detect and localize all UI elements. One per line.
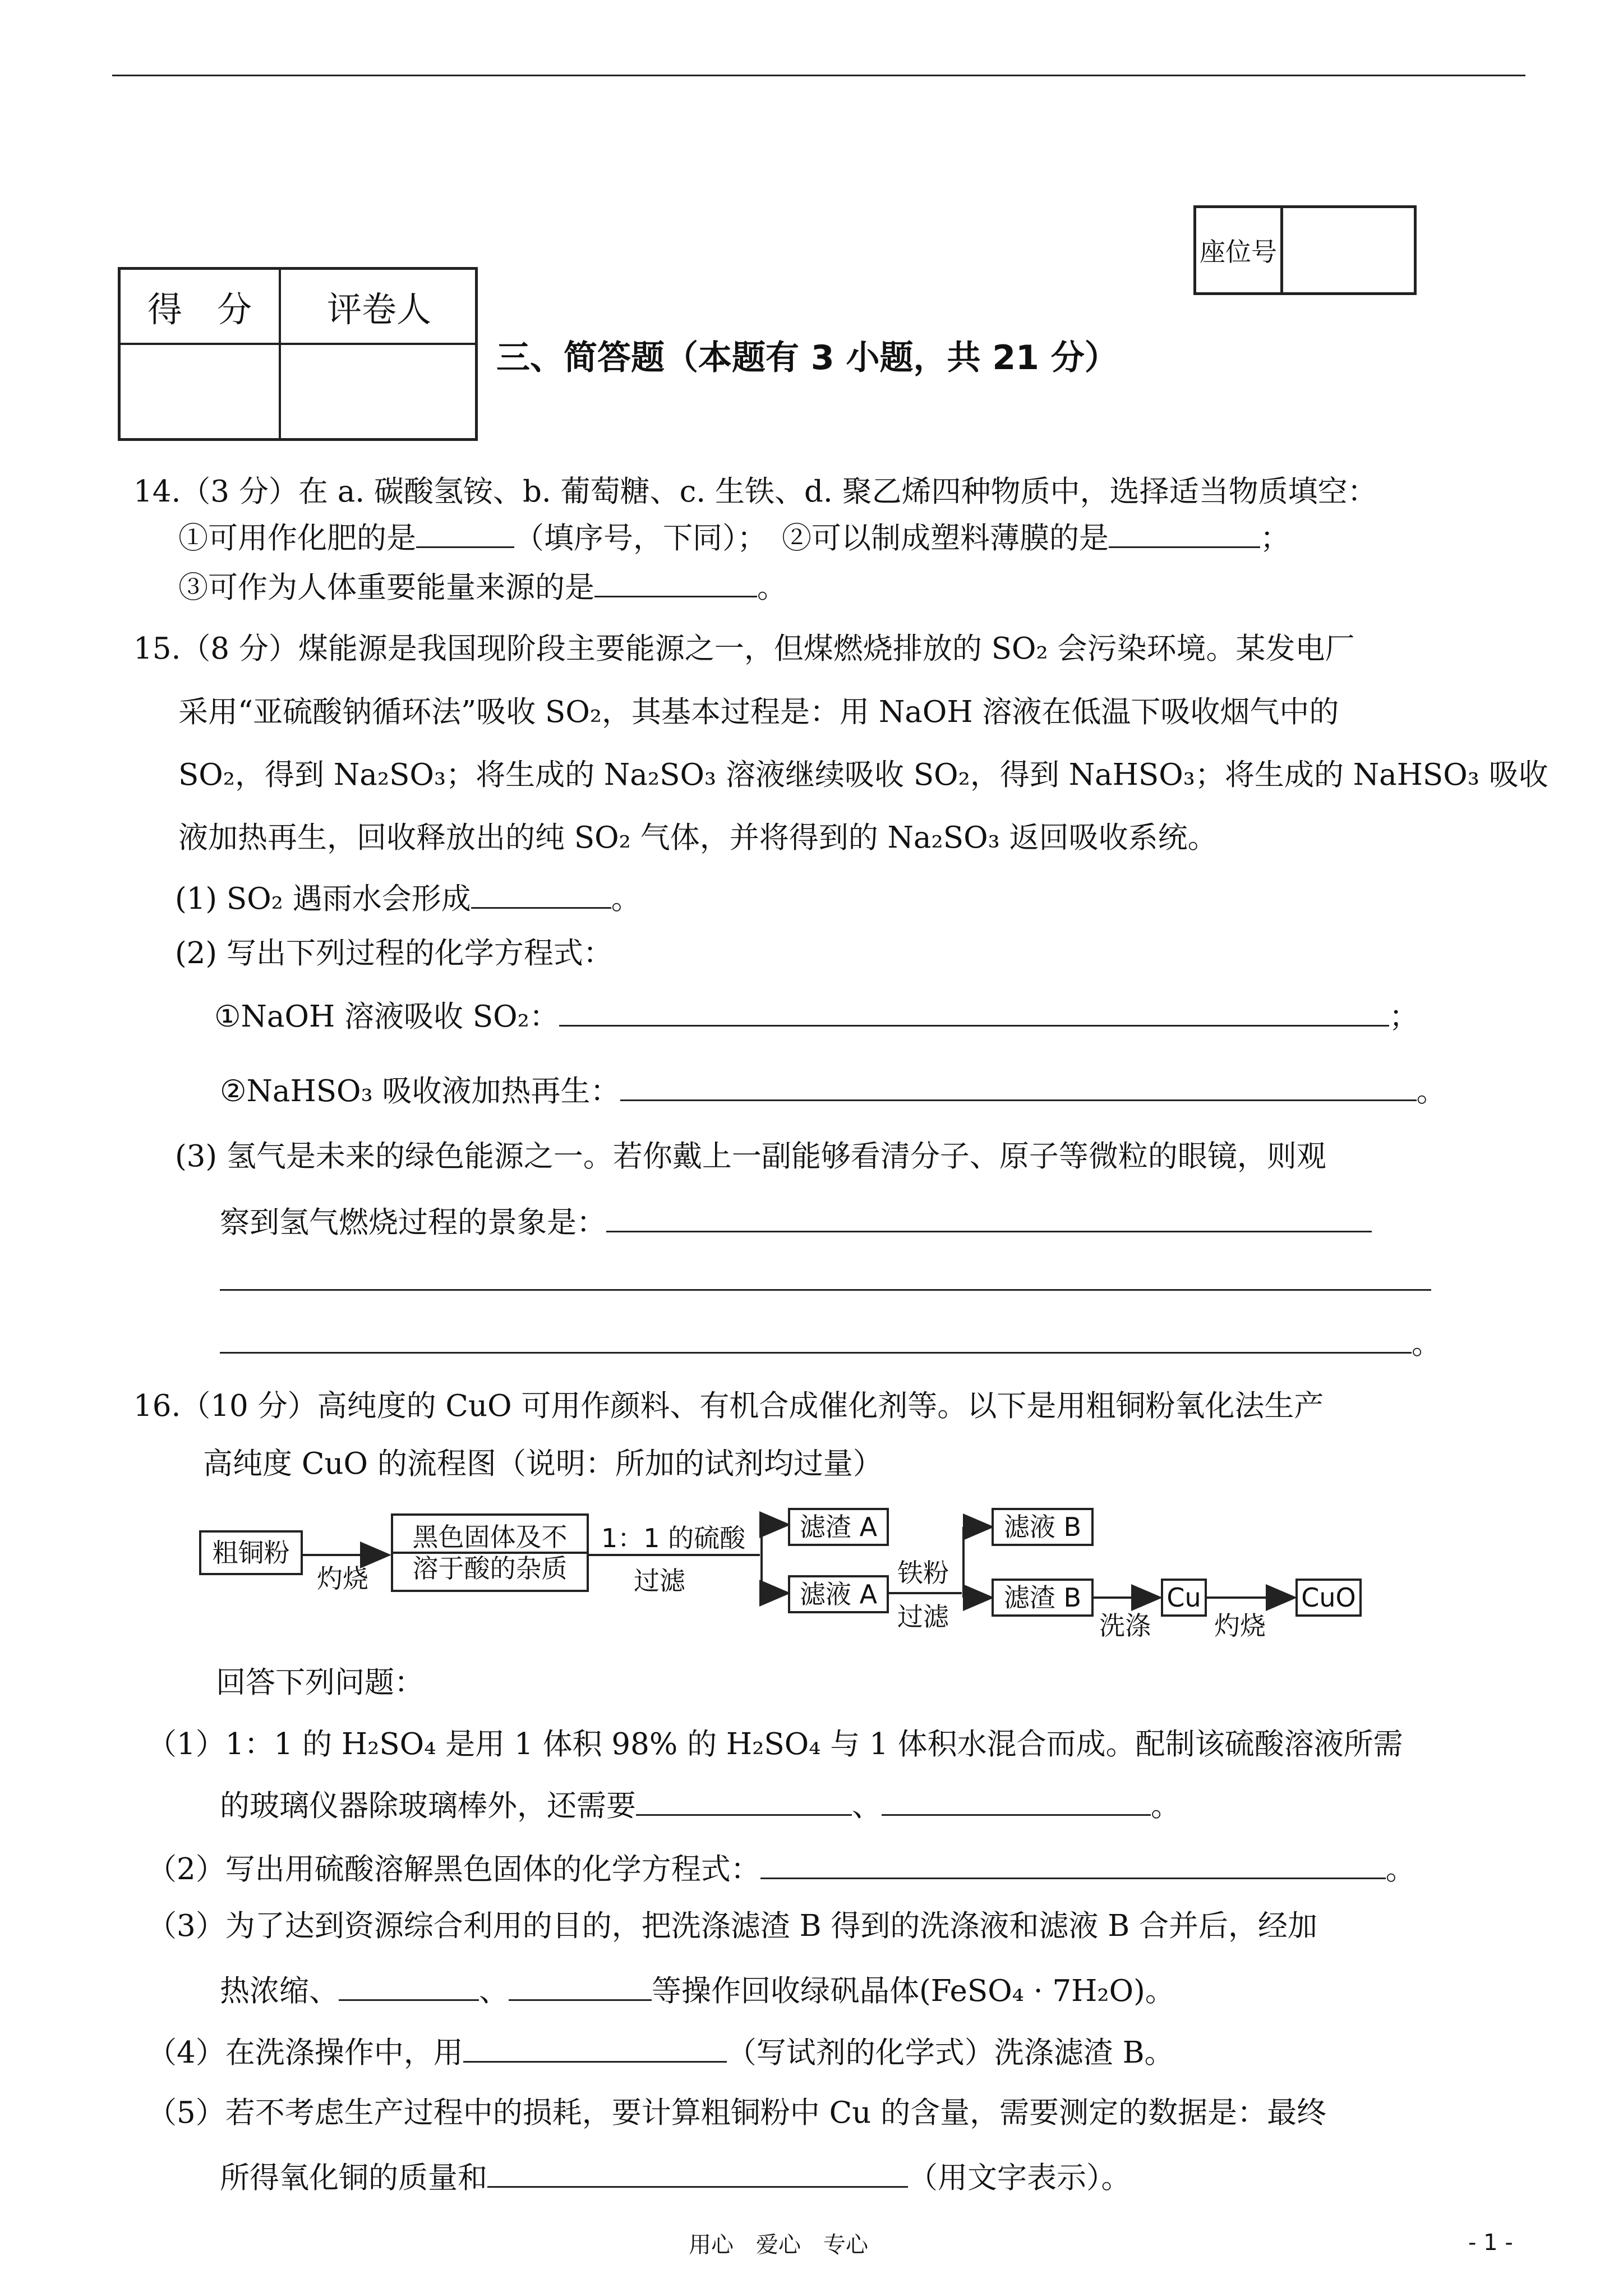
q16-blank-4[interactable] [463, 2032, 727, 2063]
flow-box-cuo: CuO [1295, 1579, 1362, 1617]
q16-sub2-period: 。 [1385, 1852, 1415, 1887]
q15-sub3-label: 察到氢气燃烧过程的景象是： [220, 1205, 606, 1240]
table-divider-vertical [279, 270, 281, 438]
q15-para-line1: 15.（8 分）煤能源是我国现阶段主要能源之一，但煤燃烧排放的 SO₂ 会污染环境。某发电厂 [133, 632, 1355, 666]
q14-stem: 14.（3 分）在 a. 碳酸氢铵、b. 葡萄糖、c. 生铁、d. 聚乙烯四种物质中，选择适当物质填空： [133, 475, 1377, 509]
q16-sub1-period: 。 [1151, 1789, 1181, 1823]
score-header: 得 分 [147, 288, 252, 330]
q15-sub2: (2) 写出下列过程的化学方程式： [175, 936, 613, 970]
q16-blank-3a[interactable] [339, 1970, 479, 2001]
q16-blank-1a[interactable] [636, 1785, 852, 1816]
q16-para-line2: 高纯度 CuO 的流程图（说明：所加的试剂均过量） [203, 1447, 883, 1481]
section-title: 三、简答题（本题有 3 小题，共 21 分） [496, 338, 1118, 378]
q15-sub1 [175, 878, 641, 917]
q15-sub3-period: 。 [1412, 1327, 1441, 1361]
q15-para-line4: 液加热再生，回收释放出的纯 SO₂ 气体，并将得到的 Na₂SO₃ 返回吸收系统。 [178, 821, 1218, 855]
score-table [118, 267, 478, 441]
flow-box-cu: Cu [1161, 1579, 1207, 1617]
flow-box-residue-a: 滤渣 A [788, 1508, 889, 1546]
q16-blank-1b[interactable] [882, 1785, 1151, 1816]
q16-sub3-sep: 、 [479, 1974, 509, 2008]
seat-number-label: 座位号 [1196, 208, 1283, 292]
q15-sub1-label: (1) SO₂ 遇雨水会形成 [175, 882, 471, 916]
q15-blank-3a[interactable] [606, 1202, 1372, 1232]
seat-number-box [1193, 205, 1417, 295]
q16-sub3-label: 热浓缩、 [220, 1974, 339, 2008]
q14-blank-3[interactable] [594, 567, 757, 597]
q14-blank-2[interactable] [1109, 517, 1260, 548]
q15-sub2a [214, 996, 1419, 1035]
q15-sub2a-punct: ； [1389, 1000, 1419, 1034]
flow-label-roast-2: 灼烧 [1214, 1611, 1266, 1641]
q15-blank-3b[interactable] [220, 1289, 1431, 1291]
flow-box-filtrate-b: 滤液 B [992, 1508, 1094, 1546]
q16-sub3-tail: 等操作回收绿矾晶体(FeSO₄ · 7H₂O)。 [652, 1974, 1175, 2008]
q14-line3 [178, 567, 787, 606]
flow-label-iron: 铁粉 [897, 1558, 949, 1588]
q16-sub1-sep: 、 [852, 1789, 882, 1823]
q16-sub4-tail: （写试剂的化学式）洗涤滤渣 B。 [726, 2036, 1174, 2070]
flow-box-crude-copper: 粗铜粉 [199, 1530, 303, 1575]
q16-sub4 [147, 2032, 1174, 2071]
q16-para-line1: 16.（10 分）高纯度的 CuO 可用作颜料、有机合成催化剂等。以下是用粗铜粉氧化法生产 [133, 1389, 1324, 1423]
q15-sub3-line1: (3) 氢气是未来的绿色能源之一。若你戴上一副能够看清分子、原子等微粒的眼镜，则观 [175, 1139, 1326, 1174]
q16-blank-3b[interactable] [509, 1970, 652, 2001]
q16-sub1-line1: （1）1：1 的 H₂SO₄ 是用 1 体积 98% 的 H₂SO₄ 与 1 体积水混合而成。配制该硫酸溶液所需 [147, 1727, 1403, 1761]
q16-sub5-line2 [220, 2157, 1131, 2196]
footer-motto: 用心 爱心 专心 [689, 2232, 868, 2258]
q16-sub5-label: 所得氧化铜的质量和 [220, 2161, 487, 2195]
q15-sub2b-punct: 。 [1416, 1074, 1446, 1108]
q16-sub4-label: （4）在洗涤操作中，用 [147, 2036, 463, 2070]
q14-part3-label: ③可作为人体重要能量来源的是 [178, 570, 594, 605]
q15-blank-2a[interactable] [559, 996, 1389, 1027]
q15-sub3-line2 [220, 1202, 1372, 1241]
page-number: - 1 - [1468, 2230, 1513, 2256]
flow-label-acid: 1：1 的硫酸 [601, 1523, 746, 1553]
q14-period: 。 [757, 570, 787, 605]
q16-sub3-line2 [220, 1970, 1175, 2009]
q15-sub1-period: 。 [611, 882, 641, 916]
q16-sub1-line2 [220, 1785, 1181, 1824]
flow-box-filtrate-a: 滤液 A [788, 1575, 889, 1613]
q15-blank-1[interactable] [471, 878, 611, 909]
grader-header: 评卷人 [326, 288, 431, 330]
q14-blank-1[interactable] [416, 517, 514, 548]
q15-sub2a-label: ①NaOH 溶液吸收 SO₂： [214, 1000, 559, 1034]
q16-blank-5[interactable] [487, 2157, 908, 2188]
flow-box-residue-b: 滤渣 B [992, 1579, 1094, 1617]
q16-sub1-label: 的玻璃仪器除玻璃棒外，还需要 [220, 1789, 636, 1823]
q14-line2 [178, 517, 1290, 556]
flow-label-roast-1: 灼烧 [317, 1563, 368, 1594]
q16-sub5-line1: （5）若不考虑生产过程中的损耗，要计算粗铜粉中 Cu 的含量，需要测定的数据是：最终 [147, 2096, 1327, 2130]
q14-punct: ； [1260, 521, 1290, 555]
flow-box-black-solid [391, 1513, 589, 1592]
flow-box-black-solid-line1: 黑色固体及不 [412, 1522, 568, 1552]
top-rule [112, 75, 1525, 76]
flow-label-filter-1: 过滤 [634, 1566, 685, 1596]
q16-sub3-line1: （3）为了达到资源综合利用的目的，把洗涤滤渣 B 得到的洗涤液和滤液 B 合并后，经加 [147, 1909, 1318, 1943]
flow-label-wash: 洗涤 [1099, 1611, 1151, 1641]
flow-label-filter-2: 过滤 [897, 1602, 949, 1632]
q15-blank-3c[interactable] [220, 1323, 1412, 1354]
q15-para-line2: 采用“亚硫酸钠循环法”吸收 SO₂，其基本过程是：用 NaOH 溶液在低温下吸收烟气中的 [178, 695, 1339, 729]
q15-sub2b-label: ②NaHSO₃ 吸收液加热再生： [220, 1074, 620, 1108]
q15-para-line3: SO₂，得到 Na₂SO₃；将生成的 Na₂SO₃ 溶液继续吸收 SO₂，得到 NaHSO₃；将生成的 NaHSO₃ 吸收 [178, 758, 1548, 792]
q15-sub2b [220, 1070, 1446, 1110]
q16-sub2 [147, 1848, 1415, 1888]
q16-answer-intro: 回答下列问题： [216, 1665, 424, 1700]
q15-blank-2b[interactable] [620, 1070, 1417, 1101]
q14-part1-label: ①可用作化肥的是 [178, 521, 416, 555]
q15-sub3-line4 [220, 1323, 1441, 1362]
q14-part2-label: （填序号，下同）； ②可以制成塑料薄膜的是 [514, 521, 1109, 555]
q16-sub5-tail: （用文字表示）。 [908, 2161, 1131, 2195]
table-divider-horizontal [121, 343, 475, 345]
q16-blank-2[interactable] [760, 1848, 1386, 1879]
flow-box-black-solid-line2: 溶于酸的杂质 [393, 1552, 587, 1583]
q16-sub2-label: （2）写出用硫酸溶解黑色固体的化学方程式： [147, 1852, 760, 1887]
